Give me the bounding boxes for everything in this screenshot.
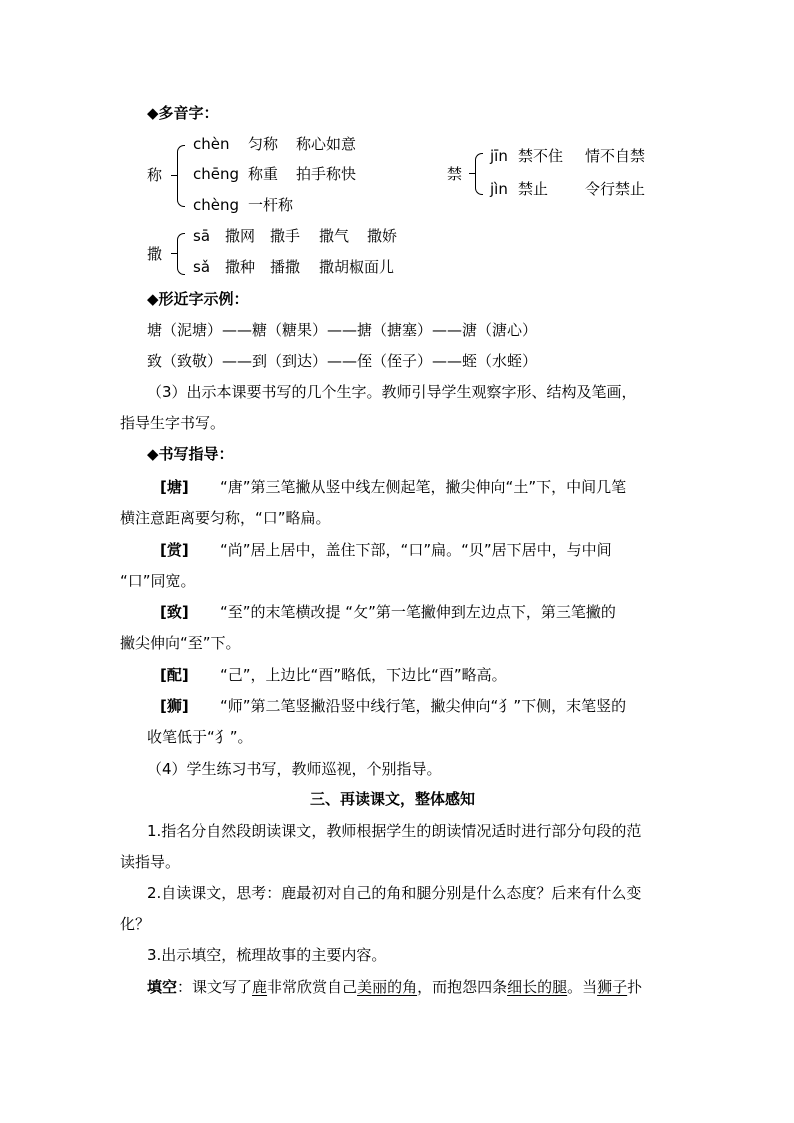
sa-word-2b: 播撒 xyxy=(270,258,301,276)
cheng-word-1b: 称心如意 xyxy=(296,135,357,153)
jin-word-2b: 令行禁止 xyxy=(585,180,646,198)
polyphonic-heading: ◆多音字： xyxy=(147,104,219,122)
sa-word-1d: 撒娇 xyxy=(367,227,398,245)
cheng-pinyin-1: chèn xyxy=(193,135,230,153)
cheng-pinyin-2: chēng xyxy=(193,165,240,183)
writing-tag-shang: [赏] xyxy=(160,541,189,559)
sa-pinyin-2: sǎ xyxy=(193,258,211,276)
jin-brace xyxy=(475,153,483,195)
step3-line-1: （3）出示本课要书写的几个生字。教师引导学生观察字形、结构及笔画， xyxy=(147,383,637,401)
jin-char: 禁 xyxy=(447,165,463,183)
section3-p3-line: 3.出示填空，梳理故事的主要内容。 xyxy=(147,946,387,964)
jin-word-2a: 禁止 xyxy=(518,180,549,198)
jin-pinyin-1: jīn xyxy=(490,147,508,165)
fill-text-5: 扑 xyxy=(627,978,643,996)
cheng-word-1a: 匀称 xyxy=(248,135,279,153)
writing-tag-zhi: [致] xyxy=(160,603,189,621)
fill-blank-line xyxy=(147,977,642,997)
writing-text-shi-1: “师”第二笔竖撇沿竖中线行笔，撇尖伸向“犭”下侧，末笔竖的 xyxy=(220,697,627,715)
writing-tag-shi: [狮] xyxy=(160,697,189,715)
fill-blank-1: 鹿 xyxy=(252,978,268,996)
similar-heading: ◆形近字示例： xyxy=(147,290,249,308)
sa-pinyin-1: sā xyxy=(193,227,211,245)
section3-p1-line-2: 读指导。 xyxy=(120,853,181,871)
jin-brace-tip xyxy=(469,173,475,174)
writing-tag-pei: [配] xyxy=(160,666,189,684)
sa-word-1c: 撒气 xyxy=(319,227,350,245)
fill-text-4: 。当 xyxy=(567,978,598,996)
sa-word-2a: 撒种 xyxy=(225,258,256,276)
writing-heading: ◆书写指导： xyxy=(147,445,234,463)
step4-line: （4）学生练习书写，教师巡视，个别指导。 xyxy=(147,760,442,778)
jin-word-1a: 禁不住 xyxy=(518,147,564,165)
writing-text-shang-1: “尚”居上居中，盖住下部，“口”扁。“贝”居下居中，与中间 xyxy=(220,541,612,559)
cheng-char: 称 xyxy=(147,166,163,184)
fill-text-1: ：课文写了 xyxy=(177,978,253,996)
cheng-brace xyxy=(177,145,185,207)
cheng-pinyin-3: chèng xyxy=(193,196,240,214)
section3-title: 三、再读课文，整体感知 xyxy=(310,790,476,808)
sa-char: 撒 xyxy=(147,245,163,263)
sa-word-2c: 撒胡椒面儿 xyxy=(319,258,395,276)
writing-text-shang-2: “口”同宽。 xyxy=(120,572,196,590)
cheng-word-3a: 一杆称 xyxy=(248,196,294,214)
section3-p1-line-1: 1.指名分自然段朗读课文，教师根据学生的朗读情况适时进行部分句段的范 xyxy=(147,822,642,840)
fill-label: 填空 xyxy=(147,978,178,996)
sa-brace xyxy=(177,233,185,275)
fill-text-2: 非常欣赏自己 xyxy=(267,978,358,996)
writing-tag-tang: [塘] xyxy=(160,478,189,496)
writing-text-tang-2: 横注意距离要匀称，“口”略扁。 xyxy=(120,509,331,527)
jin-pinyin-2: jìn xyxy=(490,180,508,198)
sa-word-1b: 撒手 xyxy=(270,227,301,245)
writing-text-shi-2: 收笔低于“犭”。 xyxy=(147,728,253,746)
writing-text-pei-1: “己”，上边比“酉”略低，下边比“酉”略高。 xyxy=(220,666,507,684)
cheng-word-2b: 拍手称快 xyxy=(296,165,357,183)
section3-p2-line-2: 化？ xyxy=(120,915,151,933)
cheng-word-2a: 称重 xyxy=(248,165,279,183)
similar-line-2: 致（致敬）——到（到达）——侄（侄子）——蛭（水蛭） xyxy=(147,352,538,370)
sa-brace-tip xyxy=(171,253,177,254)
section3-p2-line-1: 2.自读课文，思考：鹿最初对自己的角和腿分别是什么态度？后来有什么变 xyxy=(147,884,642,902)
jin-word-1b: 情不自禁 xyxy=(585,147,646,165)
step3-line-2: 指导生字书写。 xyxy=(120,414,226,432)
similar-line-1: 塘（泥塘）——糖（糖果）——搪（搪塞）——溏（溏心） xyxy=(147,321,538,339)
writing-text-zhi-2: 撇尖伸向“至”下。 xyxy=(120,634,241,652)
fill-blank-3: 细长的腿 xyxy=(507,978,568,996)
writing-text-zhi-1: “至”的末笔横改提 “攵”第一笔撇伸到左边点下，第三笔撇的 xyxy=(220,603,616,621)
fill-blank-2: 美丽的角 xyxy=(357,978,418,996)
fill-blank-4: 狮子 xyxy=(597,978,628,996)
fill-text-3: ，而抱怨四条 xyxy=(417,978,508,996)
writing-text-tang-1: “唐”第三笔撇从竖中线左侧起笔，撇尖伸向“土”下，中间几笔 xyxy=(220,478,627,496)
sa-word-1a: 撒网 xyxy=(225,227,256,245)
cheng-brace-tip xyxy=(171,175,177,176)
